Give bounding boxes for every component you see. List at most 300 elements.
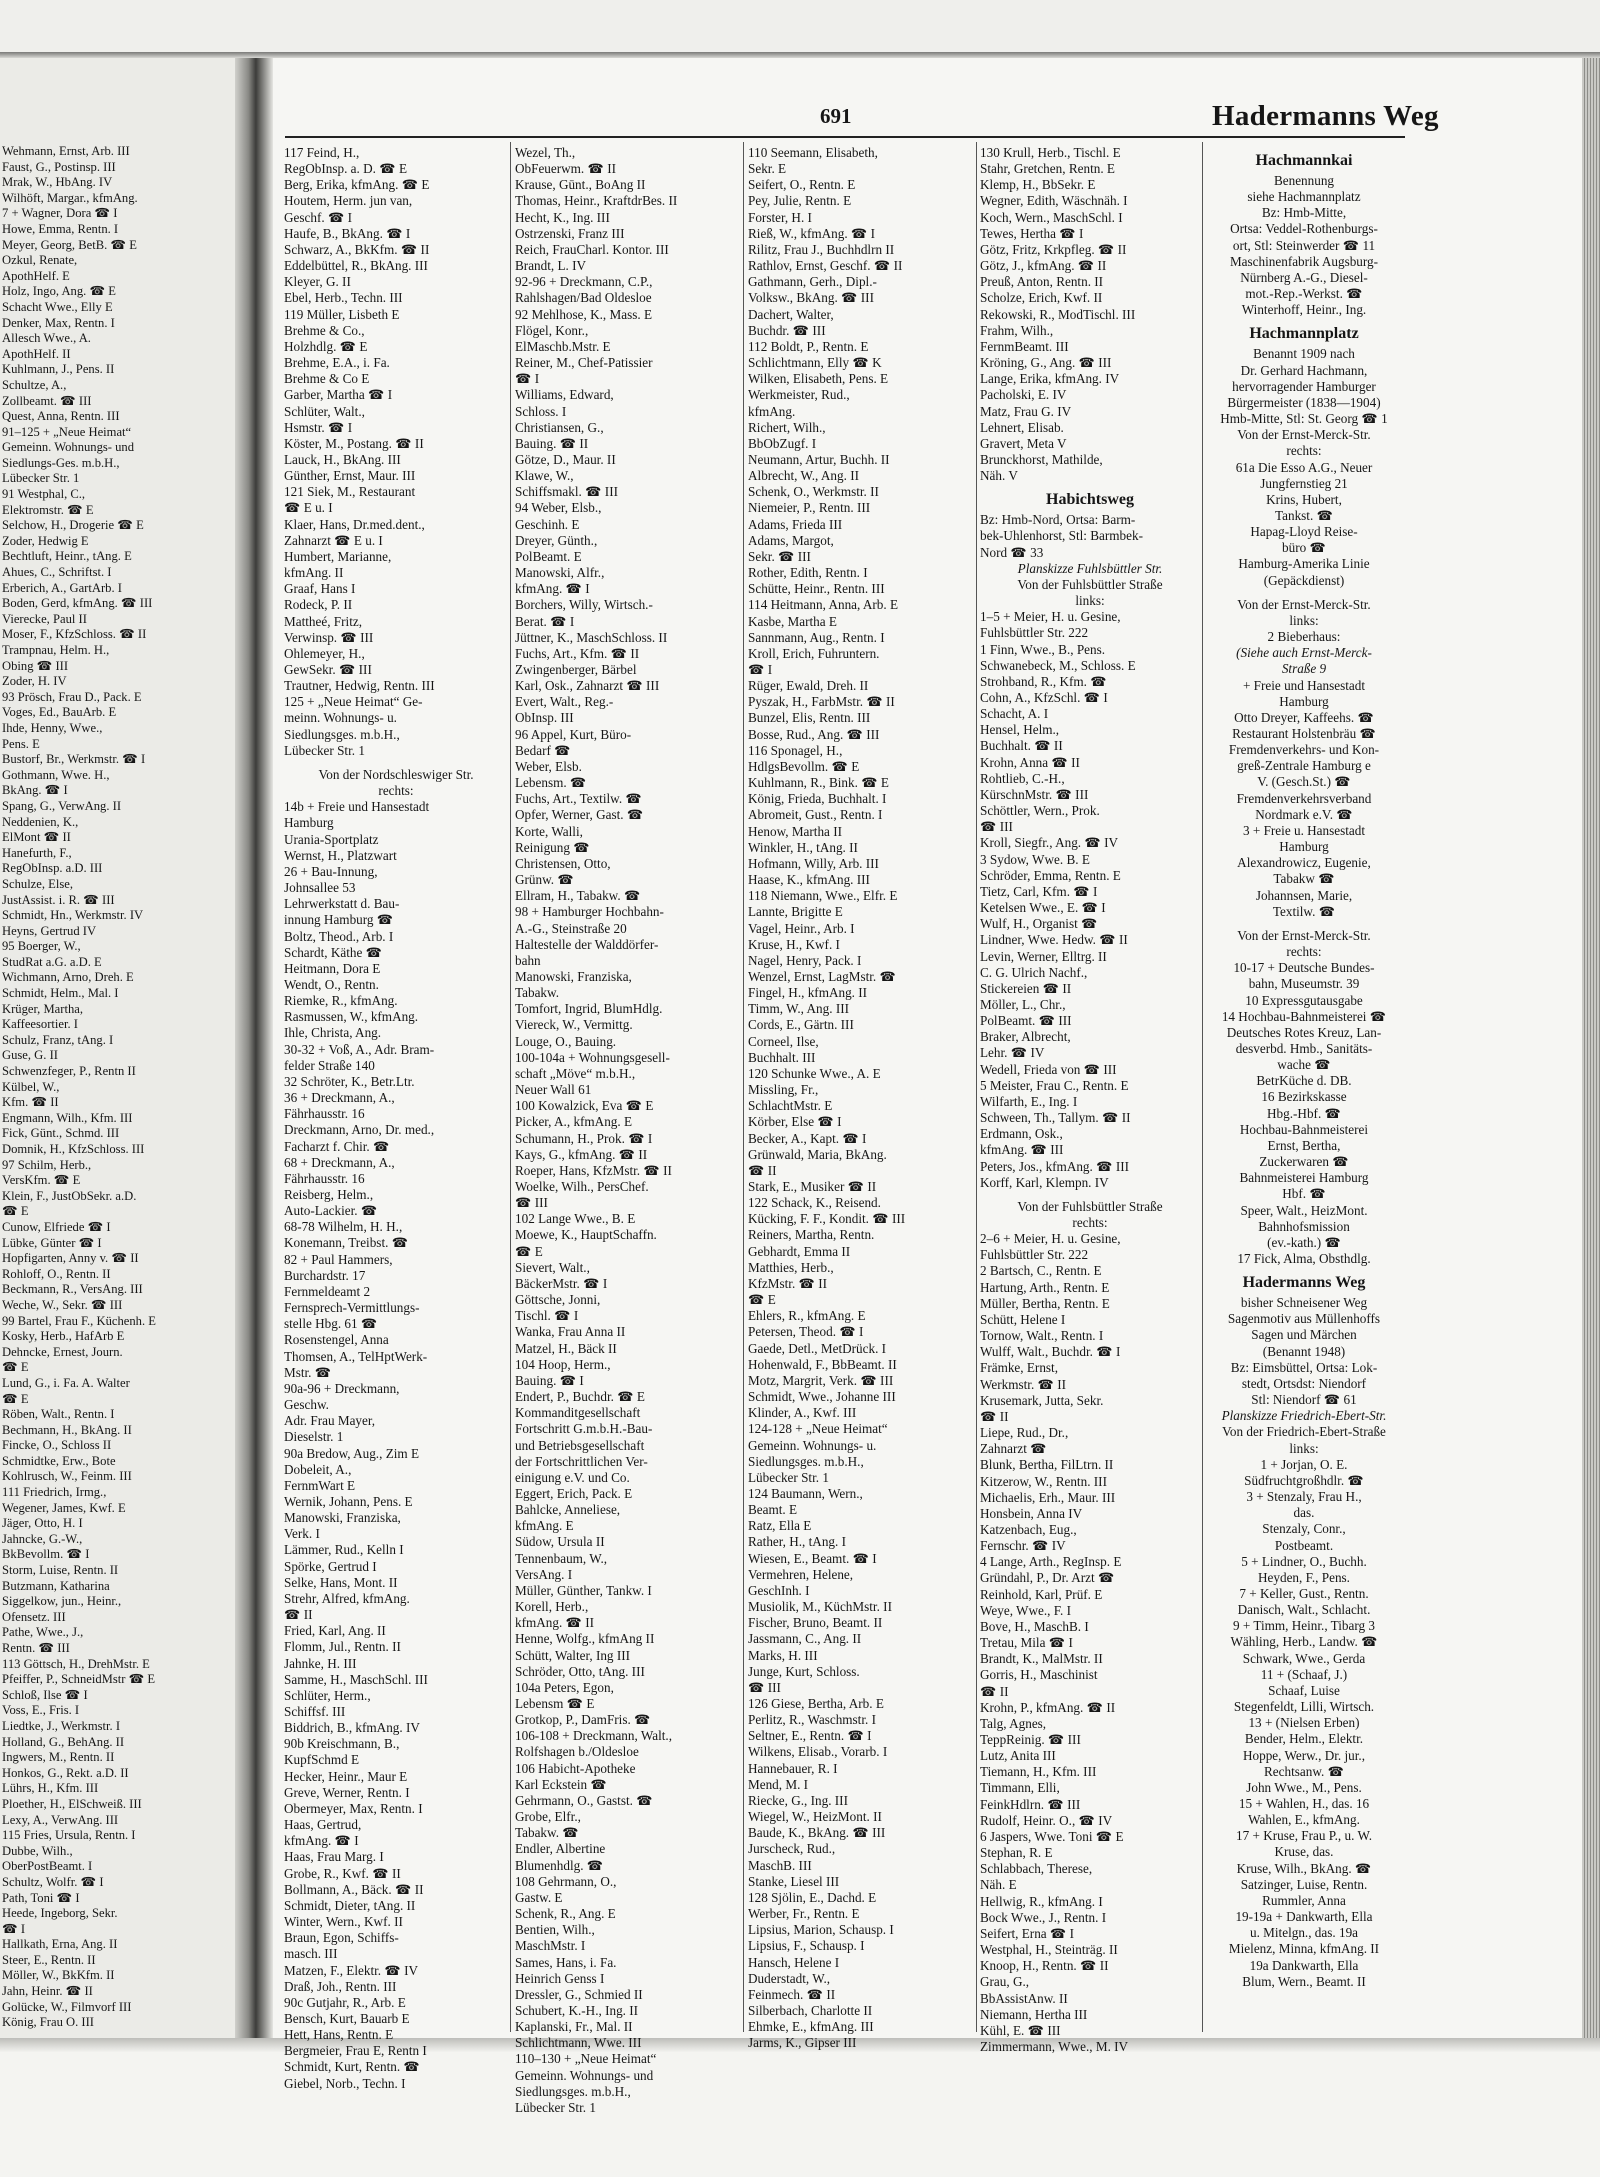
directory-line: Tomfort, Ingrid, BlumHdlg. bbox=[515, 1001, 663, 1017]
directory-line: Katzenbach, Eug., bbox=[980, 1521, 1077, 1537]
directory-line: Kaplanski, Fr., Mal. II bbox=[515, 2019, 633, 2035]
directory-line: Krins, Hubert, bbox=[1266, 491, 1342, 507]
directory-line: Speer, Walt., HeizMont. bbox=[1240, 1202, 1368, 1218]
page-number: 691 bbox=[820, 104, 852, 128]
directory-line: Schloss. I bbox=[515, 403, 567, 419]
directory-line: Gathmann, Gerh., Dipl.- bbox=[748, 274, 877, 290]
directory-line: Bunzel, Elis, Rentn. III bbox=[748, 710, 871, 726]
directory-line: BäckerMstr. ☎ I bbox=[515, 1275, 608, 1291]
directory-line: Restaurant Holstenbräu ☎ bbox=[1232, 726, 1376, 741]
directory-line: 5 + Lindner, O., Buchh. bbox=[1241, 1553, 1367, 1569]
directory-line: Grünw. ☎ bbox=[515, 872, 574, 888]
directory-line: Eggert, Erich, Pack. E bbox=[515, 1485, 633, 1501]
directory-line: Tiemann, H., Kfm. III bbox=[980, 1764, 1097, 1780]
directory-line: Rodeck, P. II bbox=[284, 597, 353, 613]
directory-line: Evert, Walt., Reg.- bbox=[515, 694, 614, 710]
directory-line: Tornow, Walt., Rentn. I bbox=[980, 1328, 1104, 1344]
directory-line: RegObInsp. a.D. III bbox=[2, 861, 103, 876]
directory-line: Götze, D., Maur. II bbox=[515, 451, 616, 467]
directory-line: Jahn, Heinr. ☎ II bbox=[2, 1984, 93, 1999]
directory-line: KfzMstr. ☎ II bbox=[748, 1275, 828, 1291]
directory-line: Möller, L., Chr., bbox=[980, 996, 1066, 1012]
directory-line: Ortsa: Veddel-Rothenburgs- bbox=[1230, 221, 1378, 237]
column-rule bbox=[743, 142, 744, 2032]
directory-line: Gemeinn. Wohnungs- und bbox=[2, 440, 135, 455]
directory-line: GewSekr. ☎ III bbox=[284, 662, 372, 677]
directory-line: Ehlers, R., kfmAng. E bbox=[748, 1308, 866, 1324]
directory-line: Sames, Hans, i. Fa. bbox=[515, 1954, 617, 1970]
directory-line: Götz, J., kfmAng. ☎ II bbox=[980, 258, 1107, 274]
directory-line: Gothmann, Wwe. H., bbox=[2, 767, 110, 782]
directory-line: Bz: Hmb-Nord, Ortsa: Barm- bbox=[980, 512, 1136, 528]
directory-line: Pfeiffer, P., SchneidMstr ☎ E bbox=[2, 1672, 156, 1687]
directory-line: Tabakw. ☎ bbox=[515, 1825, 579, 1841]
directory-line: Stegenfeldt, Lilli, Wirtsch. bbox=[1233, 1699, 1375, 1715]
directory-line: Günther, Ernst, Maur. III bbox=[284, 468, 416, 484]
directory-line: Bedarf ☎ bbox=[515, 742, 571, 758]
directory-line: Jurscheck, Rud., bbox=[748, 1841, 836, 1857]
directory-line: Adr. Frau Mayer, bbox=[284, 1413, 376, 1429]
directory-line: 118 Niemann, Wwe., Elfr. E bbox=[748, 888, 898, 904]
directory-line: Erdmann, Osk., bbox=[980, 1126, 1063, 1142]
directory-line: Kücking, F. F., Kondit. ☎ III bbox=[748, 1211, 906, 1227]
directory-line: Wedell, Frieda von ☎ III bbox=[980, 1061, 1117, 1077]
directory-line: 124 Baumann, Wern., bbox=[748, 1485, 863, 1501]
directory-line: Neumann, Artur, Buchh. II bbox=[748, 451, 890, 467]
directory-line: Bentien, Wilh., bbox=[515, 1922, 595, 1938]
directory-line: Matz, Frau G. IV bbox=[980, 403, 1072, 419]
directory-line: Wilhöft, Margar., kfmAng. bbox=[2, 190, 138, 205]
directory-line: Manowski, Franziska, bbox=[284, 1510, 401, 1526]
directory-line: Hohenwald, F., BbBeamt. II bbox=[748, 1356, 897, 1372]
directory-line: Schardt, Käthe ☎ bbox=[284, 944, 383, 960]
directory-line: links: bbox=[1289, 1440, 1319, 1456]
directory-line: Flögel, Konr., bbox=[515, 322, 589, 338]
directory-line: Bahnhofsmission bbox=[1258, 1218, 1350, 1234]
directory-line: ObInsp. III bbox=[515, 710, 574, 726]
directory-line: Tretau, Mila ☎ I bbox=[980, 1635, 1073, 1651]
directory-line: Ihde, Henny, Wwe., bbox=[2, 720, 103, 735]
directory-line: Südow, Ursula II bbox=[515, 1534, 605, 1550]
directory-line: Manowski, Franziska, bbox=[515, 968, 632, 984]
directory-line: KürschnMstr. ☎ III bbox=[980, 786, 1089, 802]
directory-line: Karl Eckstein ☎ bbox=[515, 1776, 607, 1792]
directory-line: desverbd. Hmb., Sanitäts- bbox=[1235, 1040, 1373, 1056]
directory-line: Schaaf, Luise bbox=[1268, 1682, 1340, 1698]
directory-line: Brehme, E.A., i. Fa. bbox=[284, 355, 390, 371]
directory-line: ObFeuerwm. ☎ II bbox=[515, 161, 617, 177]
directory-line: Mend, M. I bbox=[748, 1776, 809, 1792]
directory-line: Dachert, Walter, bbox=[748, 306, 834, 322]
directory-line: Lauck, H., BkAng. III bbox=[284, 451, 401, 467]
left-page-column bbox=[2, 144, 227, 2030]
directory-line: 1 + Jorjan, O. E. bbox=[1260, 1456, 1348, 1472]
directory-line: Marks, H. III bbox=[748, 1647, 818, 1663]
directory-line: Ratz, Ella E bbox=[748, 1518, 812, 1534]
directory-line: ElMont ☎ II bbox=[2, 830, 71, 845]
directory-line: Sekr. E bbox=[748, 161, 787, 177]
directory-line: Rahlshagen/Bad Oldesloe bbox=[515, 290, 652, 306]
directory-line: Krusemark, Jutta, Sekr. bbox=[980, 1392, 1104, 1408]
directory-line: John Wwe., M., Pens. bbox=[1246, 1779, 1362, 1795]
directory-line: Rüger, Ewald, Dreh. II bbox=[748, 678, 869, 694]
directory-line: Tietz, Carl, Kfm. ☎ I bbox=[980, 883, 1098, 899]
directory-line: Hensel, Helm., bbox=[980, 722, 1060, 738]
directory-line: Seifert, O., Rentn. E bbox=[748, 177, 856, 193]
directory-line: Heinrich Genss I bbox=[515, 1970, 605, 1986]
directory-line: Heyden, F., Pens. bbox=[1258, 1569, 1350, 1585]
directory-line: 98 + Hamburger Hochbahn- bbox=[515, 904, 664, 920]
directory-line: Schubert, K.-H., Ing. II bbox=[515, 2002, 639, 2018]
directory-line: Dressler, G., Schmied II bbox=[515, 1986, 643, 2002]
page-edges bbox=[1582, 58, 1600, 2048]
directory-line: Lübecker Str. 1 bbox=[284, 742, 365, 758]
directory-line: Neddenien, K., bbox=[2, 814, 79, 829]
directory-line: Hecker, Heinr., Maur E bbox=[284, 1768, 408, 1784]
directory-line: rechts: bbox=[1286, 944, 1322, 960]
directory-line: Deutsches Rotes Kreuz, Lan- bbox=[1226, 1024, 1382, 1040]
directory-line: König, Frau O. III bbox=[2, 2015, 94, 2030]
directory-line: TeppReinig. ☎ III bbox=[980, 1732, 1081, 1747]
directory-line: Siedlungsges. m.b.H., bbox=[284, 726, 400, 742]
directory-line: C. G. Ulrich Nachf., bbox=[980, 964, 1088, 980]
directory-line: Schlüter, Herm., bbox=[284, 1687, 371, 1703]
directory-line: Vagel, Heinr., Arb. I bbox=[748, 920, 855, 936]
directory-line: Reiners, Martha, Rentn. bbox=[748, 1227, 875, 1243]
directory-line: Dobeleit, A., bbox=[284, 1461, 352, 1477]
directory-line: Winkler, H., tAng. II bbox=[748, 839, 858, 855]
directory-line: Siggelkow, jun., Heinr., bbox=[2, 1594, 122, 1609]
directory-line: Kommanditgesellschaft bbox=[515, 1405, 641, 1421]
directory-line: kfmAng. ☎ II bbox=[515, 1615, 595, 1631]
directory-line: Klinder, A., Kwf. III bbox=[748, 1405, 857, 1421]
directory-line: ☎ E bbox=[2, 1391, 29, 1406]
directory-line: ☎ E bbox=[515, 1243, 543, 1259]
directory-line: Holland, G., BehAng. II bbox=[2, 1734, 125, 1749]
directory-line: A.-G., Steinstraße 20 bbox=[515, 920, 627, 936]
directory-line: Heede, Ingeborg, Sekr. bbox=[2, 1906, 118, 1921]
directory-line: Michaelis, Erh., Maur. III bbox=[980, 1489, 1116, 1505]
directory-line: Schöttler, Wern., Prok. bbox=[980, 803, 1100, 819]
running-head: Hadermanns Weg bbox=[1212, 100, 1439, 132]
directory-line: Stickereien ☎ II bbox=[980, 980, 1072, 996]
directory-line: Engmann, Wilh., Kfm. III bbox=[2, 1110, 133, 1125]
directory-line: Selchow, H., Drogerie ☎ E bbox=[2, 518, 144, 533]
directory-line: Sekr. ☎ III bbox=[748, 548, 811, 564]
directory-line: Braker, Albrecht, bbox=[980, 1029, 1071, 1045]
directory-line: Tennenbaum, W., bbox=[515, 1550, 608, 1566]
directory-line: Wernik, Johann, Pens. E bbox=[284, 1493, 413, 1509]
directory-line: FernmWart E bbox=[284, 1477, 356, 1493]
directory-line: Mrak, W., HbAng. IV bbox=[2, 175, 113, 190]
directory-line: Moewe, K., HauptSchaffn. bbox=[515, 1227, 657, 1243]
directory-line: Reinigung ☎ bbox=[515, 839, 590, 855]
directory-line: 126 Giese, Bertha, Arb. E bbox=[748, 1696, 884, 1711]
directory-line: Bauing. ☎ II bbox=[515, 435, 589, 451]
directory-line: ☎ I bbox=[748, 662, 773, 677]
directory-line: Denker, Max, Rentn. I bbox=[2, 315, 115, 330]
directory-line: Dreyer, Günth., bbox=[515, 532, 598, 548]
directory-line: Zoder, H. IV bbox=[2, 674, 67, 689]
directory-line: Von der Friedrich-Ebert-Straße bbox=[1222, 1424, 1386, 1440]
directory-line: Cohn, A., KfzSchl. ☎ I bbox=[980, 690, 1108, 705]
directory-line: Giebel, Norb., Techn. I bbox=[284, 2075, 406, 2091]
directory-line: Baude, K., BkAng. ☎ III bbox=[748, 1825, 886, 1841]
directory-line: Winterhoff, Heinr., Ing. bbox=[1241, 302, 1367, 318]
directory-line: Hsmstr. ☎ I bbox=[284, 419, 353, 435]
directory-line: Gravert, Meta V bbox=[980, 435, 1067, 451]
directory-line: 6 Jaspers, Wwe. Toni ☎ E bbox=[980, 1828, 1124, 1844]
directory-line: Lehnert, Elisab. bbox=[980, 419, 1064, 435]
directory-line: Buchhalt. III bbox=[748, 1049, 816, 1065]
directory-line: Hallkath, Erna, Ang. II bbox=[2, 1937, 118, 1952]
directory-line: 124-128 + „Neue Heimat“ bbox=[748, 1421, 888, 1437]
directory-line: Wilfarth, E., Ing. I bbox=[980, 1093, 1078, 1109]
directory-line: Zoder, Hedwig E bbox=[2, 533, 89, 548]
directory-line: Kruse, Wilh., BkAng. ☎ bbox=[1236, 1860, 1372, 1876]
directory-line: stedt, Ortsdst: Niendorf bbox=[1241, 1375, 1367, 1391]
directory-line: Fernmeldeamt 2 bbox=[284, 1283, 371, 1299]
directory-line: Hopfigarten, Anny v. ☎ II bbox=[2, 1251, 139, 1266]
directory-line: Woelke, Wilh., PersChef. bbox=[515, 1179, 649, 1194]
directory-line: Graaf, Hans I bbox=[284, 581, 356, 597]
directory-line: 93 Prösch, Frau D., Pack. E bbox=[2, 689, 142, 704]
directory-line: PolBeamt. ☎ III bbox=[980, 1013, 1072, 1029]
directory-line: Matzel, H., Bäck II bbox=[515, 1340, 617, 1356]
directory-line: Fernsprech-Vermittlungs- bbox=[284, 1300, 420, 1316]
directory-line: links: bbox=[1289, 612, 1319, 628]
directory-line: Gemeinn. Wohnungs- und bbox=[515, 2067, 654, 2083]
directory-line: Becker, A., Kapt. ☎ I bbox=[748, 1130, 867, 1146]
directory-line: Fortschritt G.m.b.H.-Bau- bbox=[515, 1421, 653, 1437]
directory-line: Schiffsmakl. ☎ III bbox=[515, 484, 618, 500]
directory-line: Mstr. ☎ bbox=[284, 1364, 332, 1380]
directory-line: 2–6 + Meier, H. u. Gesine, bbox=[980, 1231, 1121, 1247]
directory-line: Heitmann, Dora E bbox=[284, 960, 381, 976]
directory-line: Blumenhdlg. ☎ bbox=[515, 1857, 604, 1873]
directory-line: Brandt, L. IV bbox=[515, 258, 587, 274]
directory-line: Bürgermeister (1838—1904) bbox=[1227, 394, 1381, 410]
italic-note: (Siehe auch Ernst-Merck- bbox=[1236, 645, 1372, 661]
directory-line: Junge, Kurt, Schloss. bbox=[748, 1663, 860, 1679]
directory-line: Beckmann, R., VersAng. III bbox=[2, 1282, 143, 1297]
directory-line: 96 Appel, Kurt, Büro- bbox=[515, 726, 632, 742]
directory-line: Ehmke, E., kfmAng. III bbox=[748, 2019, 874, 2035]
directory-line: (Gepäckdienst) bbox=[1263, 572, 1345, 588]
directory-line: Bergmeier, Frau E, Rentn I bbox=[284, 2043, 427, 2059]
directory-line: Zimmermann, Wwe., M. IV bbox=[980, 2038, 1129, 2054]
directory-line: 68-78 Wilhelm, H. H., bbox=[284, 1219, 403, 1235]
directory-line: Vierecke, Paul II bbox=[2, 611, 87, 626]
directory-line: 10 Expressgutausgabe bbox=[1245, 992, 1363, 1008]
directory-line: Körber, Else ☎ I bbox=[748, 1114, 842, 1130]
directory-line: Krause, Gūnt., BoAng II bbox=[515, 177, 646, 193]
directory-line: Lexy, A., VerwAng. III bbox=[2, 1812, 119, 1827]
directory-line: Haas, Gertrud, bbox=[284, 1817, 362, 1833]
directory-line: Hapag-Lloyd Reise- bbox=[1250, 524, 1358, 540]
directory-line: Bahlcke, Anneliese, bbox=[515, 1502, 621, 1518]
directory-line: Korff, Karl, Klempn. IV bbox=[980, 1174, 1109, 1190]
directory-line: ☎ II bbox=[980, 1683, 1009, 1699]
directory-line: Schlabbach, Therese, bbox=[980, 1861, 1093, 1877]
directory-line: rechts: bbox=[378, 783, 414, 799]
directory-line: BbAssistAnw. II bbox=[980, 1990, 1068, 2006]
directory-line: kfmAng. ☎ I bbox=[515, 581, 590, 597]
directory-line: Storm, Luise, Rentn. II bbox=[2, 1563, 119, 1578]
directory-line: Dreckmann, Arno, Dr. med., bbox=[284, 1122, 435, 1138]
directory-line: Schmidt, Wwe., Johanne III bbox=[748, 1389, 896, 1405]
directory-line: Hamburg bbox=[1279, 693, 1329, 709]
directory-line: Wulf, H., Organist ☎ bbox=[980, 916, 1098, 932]
directory-line: Lührs, H., Kfm. III bbox=[2, 1781, 99, 1796]
directory-line: Zuckerwaren ☎ bbox=[1259, 1154, 1349, 1170]
directory-line: Rilitz, Frau J., Buchhdlrn II bbox=[748, 241, 895, 257]
directory-column-1 bbox=[284, 145, 508, 2091]
directory-line: Brandt, K., MalMstr. II bbox=[980, 1651, 1103, 1667]
directory-line: 1–5 + Meier, H. u. Gesine, bbox=[980, 609, 1121, 625]
directory-line: Pens. E bbox=[2, 736, 40, 751]
directory-line: BkAng. ☎ I bbox=[2, 783, 68, 798]
directory-line: Lebensm. ☎ bbox=[515, 775, 587, 791]
directory-line: Lannte, Brigitte E bbox=[748, 904, 843, 920]
directory-line: Houtem, Herm. jun van, bbox=[284, 193, 413, 209]
directory-line: Krohn, Anna ☎ II bbox=[980, 754, 1080, 770]
directory-line: Haase, K., kfmAng. III bbox=[748, 872, 870, 888]
directory-line: MaschB. III bbox=[748, 1857, 812, 1873]
directory-line: Riecke, G., Ing. III bbox=[748, 1792, 848, 1808]
directory-line: 3 + Freie u. Hansestadt bbox=[1242, 822, 1366, 838]
directory-line: Schlichtmann, Wwe. III bbox=[515, 2035, 642, 2051]
directory-line: Schwenzfeger, P., Rentn II bbox=[2, 1064, 136, 1079]
directory-line: Schwark, Wwe., Gerda bbox=[1242, 1650, 1366, 1666]
directory-line: Burchardstr. 17 bbox=[284, 1267, 366, 1283]
directory-line: Müller, Bertha, Rentn. E bbox=[980, 1295, 1110, 1311]
directory-line: Rosenstengel, Anna bbox=[284, 1332, 389, 1348]
directory-line: ☎ III bbox=[980, 819, 1013, 835]
directory-line: Schmidtke, Erw., Bote bbox=[2, 1453, 116, 1468]
directory-line: Trampnau, Helm. H., bbox=[2, 643, 110, 657]
directory-line: Lutz, Anita III bbox=[980, 1748, 1056, 1764]
directory-line: ☎ II bbox=[980, 1408, 1009, 1424]
directory-line: Timmann, Elli, bbox=[980, 1780, 1060, 1796]
directory-line: Fuchs, Art., Kfm. ☎ II bbox=[515, 645, 640, 661]
directory-line: Möller, W., BkKfm. II bbox=[2, 1968, 115, 1983]
directory-line: Rother, Edith, Rentn. I bbox=[748, 565, 868, 581]
directory-line: Winter, Wern., Kwf. II bbox=[284, 1914, 403, 1930]
directory-line: Schröder, Emma, Rentn. E bbox=[980, 867, 1121, 883]
directory-line: Kays, G., kfmAng. ☎ II bbox=[515, 1146, 648, 1162]
directory-line: 119 Müller, Lisbeth E bbox=[284, 306, 400, 322]
directory-line: Neuer Wall 61 bbox=[515, 1082, 592, 1098]
directory-line: Kuhlmann, J., Pens. II bbox=[2, 362, 115, 377]
directory-line: Hoppe, Werw., Dr. jur., bbox=[1242, 1747, 1365, 1763]
directory-line: rechts: bbox=[1286, 443, 1322, 459]
directory-line: 111 Friedrich, Irmg., bbox=[2, 1485, 107, 1500]
directory-line: Blunk, Bertha, FilLtrn. II bbox=[980, 1457, 1114, 1473]
directory-line: bahn bbox=[515, 952, 541, 968]
directory-line: siehe Hachmannplatz bbox=[1247, 189, 1361, 205]
directory-line: Ihle, Christa, Ang. bbox=[284, 1025, 382, 1041]
directory-line: Wiegel, W., HeizMont. II bbox=[748, 1809, 882, 1825]
directory-line: Adams, Margot, bbox=[748, 532, 834, 548]
directory-column-2 bbox=[515, 145, 740, 2115]
directory-line: ApothHelf. E bbox=[2, 268, 70, 283]
directory-line: Riemke, R., kfmAng. bbox=[284, 993, 398, 1009]
directory-line: Wenzel, Ernst, LagMstr. ☎ bbox=[748, 968, 896, 984]
street-heading: Hachmannkai bbox=[1255, 152, 1353, 169]
street-heading: Hadermanns Weg bbox=[1242, 1274, 1366, 1292]
directory-line: (ev.-kath.) ☎ bbox=[1267, 1234, 1341, 1250]
directory-line: Krüger, Martha, bbox=[2, 1001, 83, 1016]
directory-line: Fuhlsbüttler Str. 222 bbox=[980, 625, 1089, 641]
directory-line: Siedlungsges. m.b.H., bbox=[515, 2083, 631, 2099]
directory-line: meinn. Wohnungs- u. bbox=[284, 710, 397, 726]
directory-line: Endert, P., Buchdr. ☎ E bbox=[515, 1389, 645, 1405]
column-rule bbox=[510, 142, 511, 2032]
directory-line: Musiolik, M., KüchMstr. II bbox=[748, 1599, 892, 1615]
directory-line: Näh. V bbox=[980, 468, 1018, 484]
directory-line: Hecht, K., Ing. III bbox=[515, 209, 610, 225]
directory-line: Abromeit, Gust., Rentn. I bbox=[748, 807, 883, 823]
directory-line: kfmAng. E bbox=[515, 1518, 574, 1534]
directory-line: Schultz, Wolfr. ☎ I bbox=[2, 1874, 104, 1889]
directory-line: Rohtlieb, C.-H., bbox=[980, 770, 1065, 786]
directory-line: Strohband, R., Kfm. ☎ bbox=[980, 673, 1107, 689]
directory-line: Fährhausstr. 16 bbox=[284, 1170, 365, 1186]
directory-line: Göttsche, Jonni, bbox=[515, 1292, 601, 1308]
directory-line: Tabakw ☎ bbox=[1273, 871, 1335, 887]
directory-line: Wähling, Herb., Landw. ☎ bbox=[1230, 1634, 1378, 1650]
directory-line: Haufe, B., BkAng. ☎ I bbox=[284, 225, 411, 241]
directory-line: Boden, Gerd, kfmAng. ☎ III bbox=[2, 596, 153, 611]
directory-line: 97 Schilm, Herb., bbox=[2, 1157, 92, 1172]
directory-line: Kroll, Erich, Fuhruntern. bbox=[748, 645, 880, 661]
directory-line: Müller, Günther, Tankw. I bbox=[515, 1582, 652, 1598]
directory-line: Richert, Wilh., bbox=[748, 419, 826, 435]
directory-line: 7 + Keller, Gust., Rentn. bbox=[1239, 1585, 1369, 1601]
directory-line: Talg, Agnes, bbox=[980, 1715, 1047, 1731]
directory-line: der Fortschrittlichen Ver- bbox=[515, 1453, 648, 1469]
directory-line: Lübecker Str. 1 bbox=[2, 471, 80, 486]
directory-line: Wilken, Elisabeth, Pens. E bbox=[748, 371, 889, 387]
directory-line: Gemeinn. Wohnungs- u. bbox=[748, 1437, 877, 1453]
directory-line: 104 Hoop, Herm., bbox=[515, 1356, 611, 1372]
directory-line: König, Frieda, Buchhalt. I bbox=[748, 791, 887, 807]
directory-line: Erberich, A., GartArb. I bbox=[2, 580, 122, 595]
directory-line: Fingel, H., kfmAng. II bbox=[748, 985, 868, 1001]
directory-line: Timm, W., Ang. III bbox=[748, 1001, 850, 1017]
directory-line: Bahnmeisterei Hamburg bbox=[1239, 1170, 1369, 1186]
directory-line: Geschw. bbox=[284, 1397, 329, 1413]
directory-line: Hamburg-Amerika Linie bbox=[1238, 556, 1370, 572]
directory-line: Wilkens, Elisab., Vorarb. I bbox=[748, 1744, 888, 1760]
directory-line: Schmidt, Dieter, tAng. II bbox=[284, 1897, 416, 1913]
directory-line: Rathlov, Ernst, Geschf. ☎ II bbox=[748, 258, 903, 274]
directory-line: bek-Uhlenhorst, Stl: Barmbek- bbox=[980, 528, 1143, 544]
directory-line: Lübke, Günter ☎ I bbox=[2, 1235, 102, 1250]
directory-line: Obing ☎ III bbox=[2, 658, 69, 673]
directory-line: Fährhausstr. 16 bbox=[284, 1106, 365, 1122]
directory-line: ☎ I bbox=[2, 1921, 26, 1936]
directory-line: Ebel, Herb., Techn. III bbox=[284, 290, 403, 306]
directory-line: Maschinenfabrik Augsburg- bbox=[1229, 253, 1379, 269]
directory-line: Vermehren, Helene, bbox=[748, 1566, 854, 1582]
directory-line: Opfer, Werner, Gast. ☎ bbox=[515, 807, 644, 823]
directory-line: Quest, Anna, Rentn. III bbox=[2, 409, 120, 424]
directory-line: wache ☎ bbox=[1277, 1057, 1331, 1073]
directory-line: Bz: Hmb-Mitte, bbox=[1261, 205, 1347, 221]
directory-line: Lange, Erika, kfmAng. IV bbox=[980, 371, 1120, 387]
